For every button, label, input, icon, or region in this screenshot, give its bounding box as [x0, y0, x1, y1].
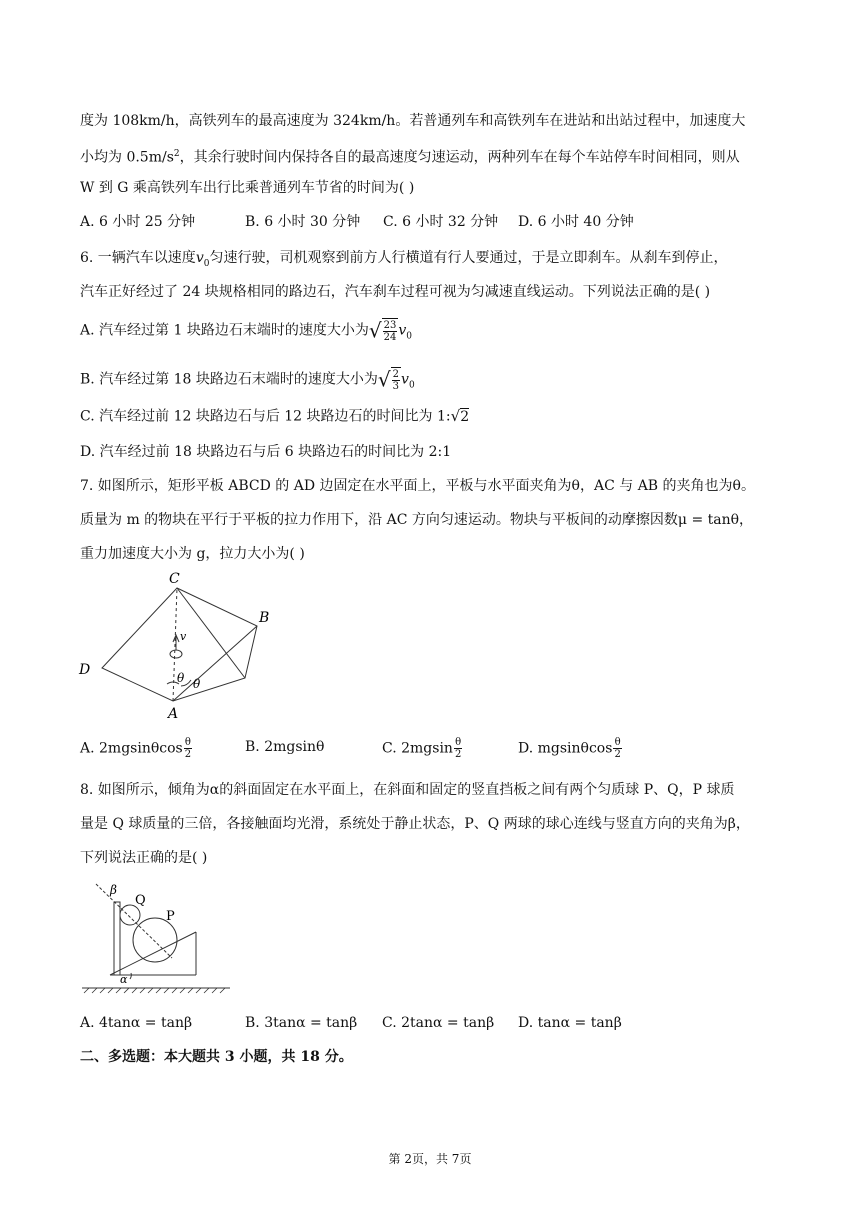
- q6-b-sqrt: √ $\frac{2}{3}$: [377, 367, 400, 392]
- page-footer: 第 2页，共 7页: [388, 1152, 472, 1166]
- q7-label-c: C: [169, 571, 180, 587]
- q8-line-3: 下列说法正确的是( ): [80, 850, 208, 866]
- q7-label-v: v: [180, 630, 187, 643]
- q8-option-d: D. tanα = tanβ: [518, 1015, 622, 1031]
- q8-label-alpha: α: [120, 973, 128, 986]
- q6-a-num: 23: [383, 320, 397, 331]
- q6-option-d: D. 汽车经过前 18 块路边石与后 6 块路边石的时间比为 2:1: [80, 444, 452, 460]
- q7-a-den: 2: [184, 749, 192, 760]
- q7-a-num: θ: [184, 737, 191, 748]
- q7-label-d: D: [79, 662, 91, 678]
- q5-line-1: 度为 108km/h，高铁列车的最高速度为 324km/h。若普通列车和高铁列车在进站和出站过程中，加速度大: [80, 113, 746, 129]
- q5-option-b: B. 6 小时 30 分钟: [245, 214, 361, 230]
- q6-a-v: v: [398, 322, 407, 339]
- q6-a-sub: 0: [406, 331, 412, 342]
- q6-b-text: B. 汽车经过第 18 块路边石末端时的速度大小为: [80, 371, 378, 388]
- q7-line-1: 7. 如图所示，矩形平板 ABCD 的 AD 边固定在水平面上，平板与水平面夹角为θ，AC 与 AB 的夹角也为θ。: [80, 478, 755, 494]
- q7-label-theta-2: θ: [193, 677, 201, 691]
- q5-line-2: [80, 144, 740, 168]
- q8-option-b: B. 3tanα = tanβ: [245, 1015, 358, 1031]
- q7-label-theta-1: θ: [177, 671, 185, 685]
- q6-b-den: 3: [392, 381, 400, 392]
- q6-l1v: v: [195, 250, 204, 266]
- q8-figure: [80, 880, 235, 996]
- q5-option-d: D. 6 小时 40 分钟: [518, 214, 634, 230]
- q7-line-2: 质量为 m 的物块在平行于平板的拉力作用下，沿 AC 方向匀速运动。物块与平板间的动摩擦因数μ = tanθ，: [80, 512, 754, 528]
- q6-a-den: 24: [383, 332, 397, 343]
- q6-line-2: 汽车正好经过了 24 块规格相同的路边石，汽车刹车过程可视为匀减速直线运动。下列说法正确的是( ): [80, 284, 711, 300]
- q7-line-3: 重力加速度大小为 g，拉力大小为( ): [80, 546, 305, 562]
- q6-a-text: A. 汽车经过第 1 块路边石末端时的速度大小为: [80, 322, 369, 339]
- q6-option-c: [80, 406, 469, 427]
- q6-b-sub: 0: [408, 380, 415, 391]
- q5-line-3: W 到 G 乘高铁列车出行比乘普通列车节省的时间为( ): [80, 180, 415, 196]
- q8-label-q: Q: [135, 893, 146, 908]
- q6-option-b: [80, 367, 415, 395]
- q8-option-c: C. 2tanα = tanβ: [382, 1015, 495, 1031]
- q8-line-2: 量是 Q 球质量的三倍，各接触面均光滑，系统处于静止状态，P、Q 两球的球心连线与竖直方向的夹角为β，: [80, 816, 750, 832]
- q5-option-c: C. 6 小时 32 分钟: [383, 214, 499, 230]
- q5-option-a: A. 6 小时 25 分钟: [80, 214, 196, 230]
- q5-line-2-b: ，其余行驶时间内保持各自的最高速度匀速运动，两种列车在每个车站停车时间相同，则从: [179, 149, 740, 166]
- q6-l1sub: 0: [203, 258, 210, 269]
- q7-option-d: [518, 737, 623, 760]
- q7-a-pre: A. 2mgsinθcos: [80, 740, 183, 757]
- q7-d-den: 2: [614, 749, 621, 760]
- q5-line-2-a: 小均为 0.5m/s: [80, 149, 174, 166]
- q7-option-c: [382, 737, 463, 760]
- q7-d-pre: D. mgsinθcos: [518, 740, 613, 757]
- q7-d-num: θ: [614, 737, 621, 748]
- q6-c-text: C. 汽车经过前 12 块路边石与后 12 块路边石的时间比为 1:: [80, 408, 451, 425]
- q7-c-pre: C. 2mgsin: [382, 740, 453, 757]
- q5-line-2-sup: 2: [173, 149, 180, 159]
- q6-c-sqrt: √2: [450, 407, 470, 425]
- q6-a-sqrt: √ $\frac{23}{24}$: [368, 318, 397, 343]
- q7-option-b: B. 2mgsinθ: [245, 739, 325, 755]
- q6-option-a: [80, 318, 412, 346]
- q7-label-b: B: [259, 610, 270, 626]
- q8-label-p: P: [166, 909, 175, 924]
- q6-b-v: v: [401, 371, 409, 388]
- q8-option-a: A. 4tanα = tanβ: [80, 1015, 193, 1031]
- q7-c-den: 2: [454, 749, 462, 760]
- q6-b-num: 2: [392, 369, 400, 380]
- q7-label-a: A: [168, 706, 179, 720]
- q6-line-1: [80, 248, 727, 274]
- q8-label-beta: β: [110, 883, 117, 897]
- q6-l1b: 匀速行驶，司机观察到前方人行横道有行人要通过，于是立即刹车。从刹车到停止，: [209, 250, 728, 266]
- q7-c-num: θ: [455, 737, 462, 748]
- section-2-heading: 二、多选题：本大题共 3 小题，共 18 分。: [80, 1049, 353, 1065]
- q6-c-root: 2: [460, 409, 470, 425]
- q8-line-1: 8. 如图所示，倾角为α的斜面固定在水平面上，在斜面和固定的竖直挡板之间有两个匀质球 P、Q，P 球质: [80, 782, 735, 798]
- q7-option-a: [80, 737, 193, 760]
- q7-figure: [75, 568, 285, 720]
- q6-l1a: 6. 一辆汽车以速度: [80, 250, 196, 266]
